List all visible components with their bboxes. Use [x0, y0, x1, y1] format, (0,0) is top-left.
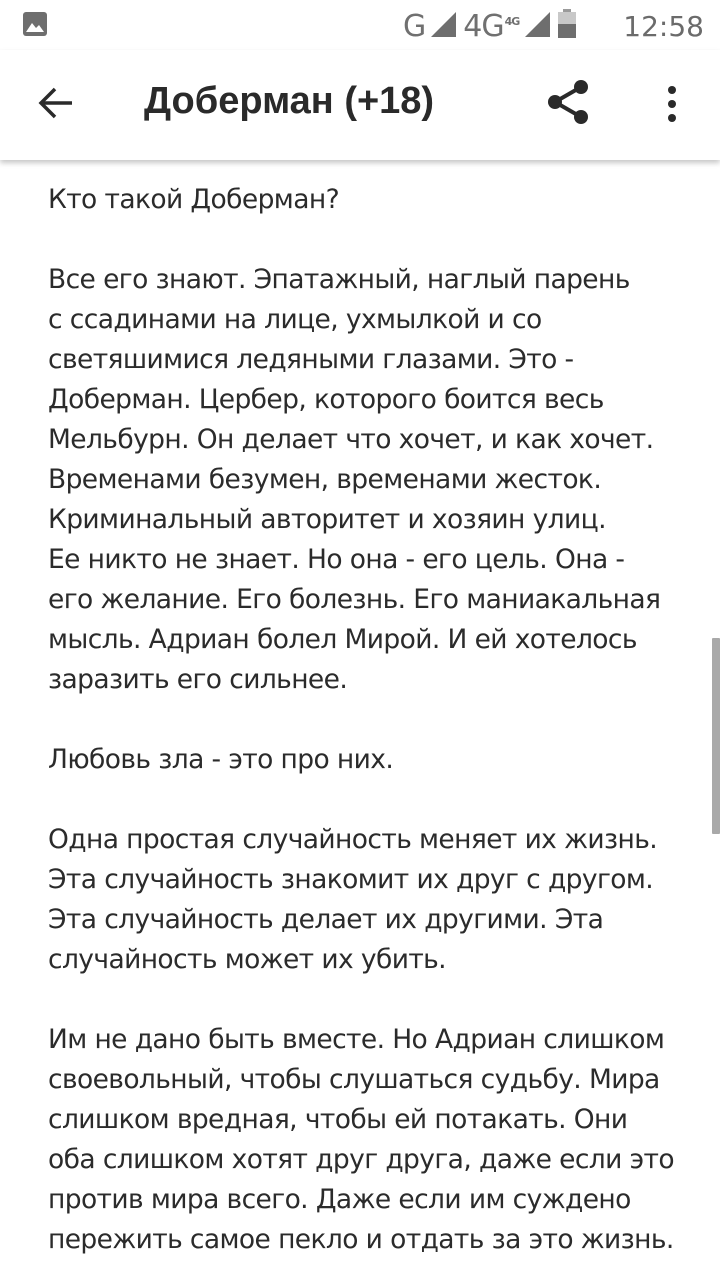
- signal-icon: [431, 10, 457, 43]
- text-line: слишком вредная, чтобы ей потакать. Они: [48, 1104, 628, 1135]
- more-vert-icon: [666, 84, 678, 129]
- network-g-label: G: [403, 8, 426, 44]
- text-line: Криминальный авторитет и хозяин улиц.: [48, 504, 606, 535]
- network-4g-text: 4G: [463, 8, 504, 44]
- paragraph-1: [48, 180, 678, 220]
- page-title: Доберман (+18): [144, 80, 435, 122]
- arrow-back-icon: [38, 87, 74, 124]
- network-4g-sup: 4G: [504, 14, 520, 28]
- description-text: [48, 160, 678, 1280]
- text-line: Любовь зла - это про них.: [48, 744, 394, 775]
- status-bar: [0, 0, 720, 50]
- text-line: Эта случайность делает их другими. Эта: [48, 904, 604, 935]
- text-line: заразить его сильнее.: [48, 664, 348, 695]
- clock: 12:58: [623, 9, 704, 43]
- text-line: пережить самое пекло и отдать за это жизнь.: [48, 1224, 674, 1255]
- text-line: Мельбурн. Он делает что хочет, и как хочет.: [48, 424, 654, 455]
- paragraph-2: [48, 260, 678, 700]
- back-button[interactable]: [24, 77, 88, 133]
- text-line: Все его знают. Эпатажный, наглый парень: [48, 264, 630, 295]
- text-line: Кто такой Доберман?: [48, 184, 340, 215]
- paragraph-3: [48, 740, 678, 780]
- text-line: оба слишком хотят друг друга, даже если это: [48, 1144, 674, 1175]
- status-icons: [403, 6, 704, 46]
- text-line: Ее никто не знает. Но она - его цель. Она -: [48, 544, 625, 575]
- image-icon: [22, 11, 48, 42]
- paragraph-4: [48, 820, 678, 980]
- text-line: Временами безумен, временами жесток.: [48, 464, 602, 495]
- share-icon: [543, 77, 593, 132]
- app-bar: [0, 50, 720, 160]
- more-options-button[interactable]: [648, 78, 696, 134]
- text-line: своевольный, чтобы слушаться судьбу. Мира: [48, 1064, 660, 1095]
- scrollbar[interactable]: [712, 638, 720, 834]
- battery-icon: [557, 9, 577, 44]
- text-line: случайность может их убить.: [48, 944, 446, 975]
- text-line: Одна простая случайность меняет их жизнь.: [48, 824, 658, 855]
- text-line: мысль. Адриан болел Мирой. И ей хотелось: [48, 624, 637, 655]
- text-line: Им не дано быть вместе. Но Адриан слишком: [48, 1024, 665, 1055]
- text-line: светяшимися ледяными глазами. Это -: [48, 344, 574, 375]
- paragraph-5: [48, 1020, 678, 1260]
- signal-icon-2: [525, 10, 551, 43]
- text-line: против мира всего. Даже если им суждено: [48, 1184, 631, 1215]
- text-line: Доберман. Цербер, которого боится весь: [48, 384, 604, 415]
- text-line: Эта случайность знакомит их друг с другом.: [48, 864, 654, 895]
- network-4g-label: [463, 9, 519, 44]
- text-line: с ссадинами на лице, ухмылкой и со: [48, 304, 542, 335]
- text-line: его желание. Его болезнь. Его маниакальная: [48, 584, 661, 615]
- share-button[interactable]: [536, 74, 600, 134]
